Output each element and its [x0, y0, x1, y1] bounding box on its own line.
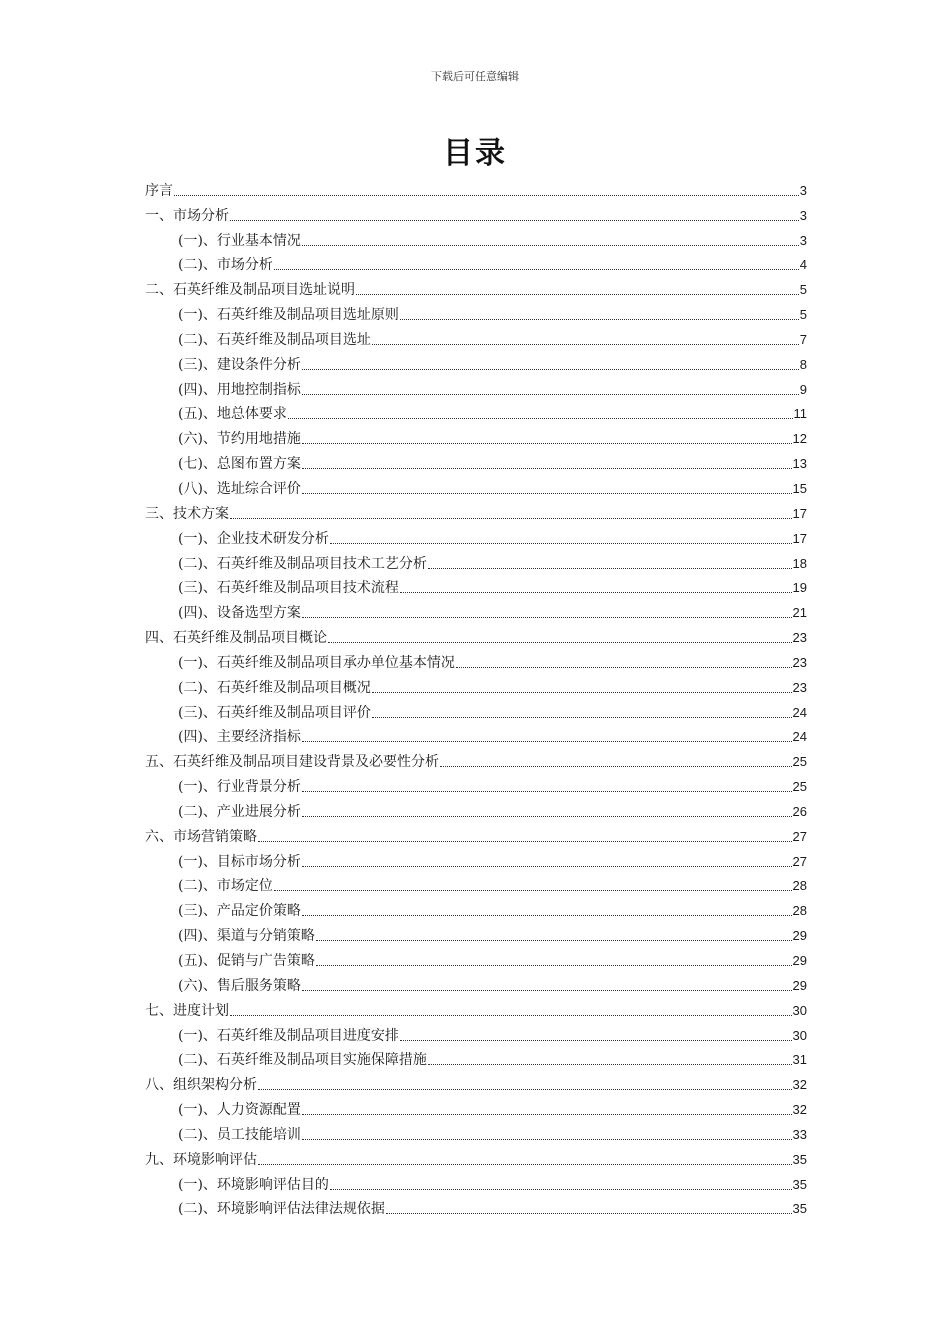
toc-dot-leader — [258, 1089, 792, 1090]
toc-entry-label: (四)、设备选型方案 — [178, 605, 301, 622]
toc-entry[interactable] — [145, 623, 807, 648]
toc-dot-leader — [302, 468, 792, 469]
toc-entry-page: 3 — [799, 232, 807, 248]
toc-dot-leader — [258, 841, 792, 842]
toc-entry[interactable] — [145, 1170, 807, 1195]
toc-dot-leader — [230, 220, 799, 221]
toc-entry-label: (一)、行业基本情况 — [178, 232, 301, 249]
toc-entry-page: 29 — [792, 953, 807, 968]
toc-entry-page: 15 — [792, 480, 807, 496]
toc-entry[interactable] — [145, 772, 807, 797]
toc-dot-leader — [328, 642, 792, 643]
toc-entry-label: (五)、促销与广告策略 — [178, 953, 315, 969]
toc-entry-page: 35 — [792, 1151, 807, 1167]
toc-dot-leader — [456, 667, 792, 668]
toc-entry[interactable] — [145, 1120, 807, 1145]
toc-entry-page: 23 — [792, 654, 807, 670]
toc-dot-leader — [302, 394, 799, 395]
toc-entry-label: (六)、售后服务策略 — [178, 977, 301, 994]
toc-dot-leader — [258, 1164, 792, 1165]
toc-dot-leader — [174, 195, 799, 196]
toc-dot-leader — [302, 741, 792, 742]
toc-dot-leader — [302, 791, 792, 792]
toc-entry[interactable] — [145, 1145, 807, 1170]
toc-dot-leader — [288, 418, 793, 419]
toc-entry-page: 35 — [792, 1201, 807, 1217]
toc-entry-label: (二)、石英纤维及制品项目概况 — [178, 679, 371, 696]
toc-entry-page: 27 — [792, 828, 807, 844]
toc-entry[interactable] — [145, 946, 807, 971]
toc-dot-leader — [302, 493, 792, 494]
toc-dot-leader — [386, 1213, 792, 1214]
toc-entry-label: (一)、目标市场分析 — [178, 853, 301, 870]
toc-dot-leader — [372, 692, 792, 693]
table-of-contents — [145, 176, 807, 1219]
toc-dot-leader — [316, 940, 792, 941]
toc-entry-label: (五)、地总体要求 — [178, 406, 287, 423]
toc-entry[interactable] — [145, 424, 807, 449]
toc-entry[interactable] — [145, 847, 807, 872]
toc-entry-page: 25 — [792, 779, 807, 795]
toc-entry-label: (七)、总图布置方案 — [178, 456, 301, 473]
toc-entry-label: (一)、行业背景分析 — [178, 779, 301, 796]
toc-entry-label: (一)、企业技术研发分析 — [178, 530, 329, 547]
toc-entry[interactable] — [145, 797, 807, 822]
toc-entry[interactable] — [145, 201, 807, 226]
toc-entry[interactable] — [145, 648, 807, 673]
toc-entry-page: 5 — [799, 282, 807, 298]
toc-entry-label: (六)、节约用地措施 — [178, 431, 301, 448]
toc-entry[interactable] — [145, 1095, 807, 1120]
toc-entry-label: (三)、石英纤维及制品项目技术流程 — [178, 580, 399, 597]
toc-entry[interactable] — [145, 698, 807, 723]
toc-dot-leader — [302, 866, 792, 867]
toc-entry-label: (二)、环境影响评估法律法规依据 — [178, 1201, 385, 1218]
toc-entry-label: (二)、员工技能培训 — [178, 1126, 301, 1143]
toc-dot-leader — [230, 1015, 792, 1016]
toc-entry-page: 32 — [792, 1102, 807, 1118]
toc-dot-leader — [302, 1139, 792, 1140]
toc-entry-page: 13 — [792, 456, 807, 472]
toc-dot-leader — [372, 344, 799, 345]
toc-entry[interactable] — [145, 275, 807, 300]
toc-dot-leader — [400, 319, 799, 320]
toc-entry-page: 27 — [792, 853, 807, 869]
toc-entry-label: (二)、石英纤维及制品项目实施保障措施 — [178, 1052, 427, 1069]
toc-entry-page: 30 — [792, 1002, 807, 1018]
toc-dot-leader — [274, 269, 799, 270]
toc-entry-page: 25 — [792, 754, 807, 770]
toc-entry-page: 33 — [792, 1126, 807, 1142]
toc-entry-page: 17 — [792, 530, 807, 546]
toc-entry[interactable] — [145, 524, 807, 549]
toc-dot-leader — [316, 965, 792, 966]
toc-entry[interactable] — [145, 673, 807, 698]
toc-entry-page: 29 — [792, 928, 807, 944]
toc-entry[interactable] — [145, 300, 807, 325]
toc-entry-page: 24 — [792, 704, 807, 720]
toc-entry-page: 3 — [799, 182, 807, 198]
toc-dot-leader — [302, 245, 799, 246]
toc-entry-label: 七、进度计划 — [145, 1002, 229, 1019]
toc-entry[interactable] — [145, 375, 807, 400]
toc-entry[interactable] — [145, 822, 807, 847]
toc-entry-label: (一)、石英纤维及制品项目进度安排 — [178, 1027, 399, 1044]
toc-entry[interactable] — [145, 872, 807, 897]
toc-dot-leader — [302, 369, 799, 370]
toc-entry-label: 序言 — [145, 182, 173, 199]
toc-entry-page: 31 — [792, 1052, 807, 1068]
toc-entry[interactable] — [145, 723, 807, 748]
toc-entry-page: 32 — [792, 1077, 807, 1093]
toc-entry-page: 29 — [792, 977, 807, 993]
toc-entry-label: 六、市场营销策略 — [145, 828, 257, 845]
toc-entry[interactable] — [145, 226, 807, 251]
toc-entry-label: (八)、选址综合评价 — [178, 480, 301, 497]
toc-entry-label: (二)、石英纤维及制品项目技术工艺分析 — [178, 555, 427, 572]
toc-entry-page: 24 — [792, 729, 807, 745]
toc-entry-page: 23 — [792, 679, 807, 695]
toc-entry-page: 28 — [792, 903, 807, 919]
toc-entry-page: 23 — [792, 630, 807, 646]
toc-entry-label: 一、市场分析 — [145, 207, 229, 224]
toc-entry-page: 7 — [799, 331, 807, 347]
toc-dot-leader — [230, 518, 792, 519]
toc-entry-label: (一)、人力资源配置 — [178, 1102, 301, 1119]
toc-entry-label: (四)、用地控制指标 — [178, 381, 301, 398]
toc-entry-page: 26 — [792, 803, 807, 819]
toc-entry-page: 12 — [792, 431, 807, 447]
toc-entry-label: 五、石英纤维及制品项目建设背景及必要性分析 — [145, 754, 439, 771]
toc-entry-label: (一)、环境影响评估目的 — [178, 1176, 329, 1193]
toc-entry-label: (四)、主要经济指标 — [178, 729, 301, 746]
toc-entry[interactable] — [145, 474, 807, 499]
toc-entry[interactable] — [145, 996, 807, 1021]
toc-entry[interactable] — [145, 400, 807, 425]
toc-entry-label: (二)、市场分析 — [178, 257, 273, 274]
toc-entry-page: 19 — [792, 580, 807, 596]
toc-entry-page: 11 — [793, 406, 807, 422]
toc-dot-leader — [428, 1064, 792, 1065]
toc-entry[interactable] — [145, 598, 807, 623]
toc-entry-label: (三)、石英纤维及制品项目评价 — [178, 704, 371, 721]
toc-entry-page: 18 — [792, 555, 807, 571]
toc-entry-page: 28 — [792, 878, 807, 894]
toc-entry[interactable] — [145, 325, 807, 350]
toc-entry-page: 5 — [799, 307, 807, 323]
toc-entry-page: 17 — [792, 505, 807, 521]
toc-entry[interactable] — [145, 747, 807, 772]
toc-entry[interactable] — [145, 1070, 807, 1095]
toc-entry-label: 四、石英纤维及制品项目概论 — [145, 630, 327, 647]
toc-dot-leader — [330, 543, 792, 544]
page-title: 目录 — [443, 136, 507, 171]
toc-entry-page: 9 — [799, 381, 807, 397]
toc-dot-leader — [302, 816, 792, 817]
toc-dot-leader — [302, 990, 792, 991]
toc-entry-label: (二)、市场定位 — [178, 878, 273, 895]
toc-entry[interactable] — [145, 1021, 807, 1046]
toc-dot-leader — [440, 766, 792, 767]
toc-dot-leader — [302, 915, 792, 916]
header-note: 下载后可任意编辑 — [431, 70, 519, 83]
toc-entry-page: 35 — [792, 1176, 807, 1192]
toc-entry[interactable] — [145, 971, 807, 996]
toc-dot-leader — [330, 1189, 792, 1190]
toc-entry-label: 九、环境影响评估 — [145, 1151, 257, 1168]
toc-dot-leader — [302, 443, 792, 444]
toc-entry[interactable] — [145, 350, 807, 375]
toc-entry-label: (三)、产品定价策略 — [178, 903, 301, 920]
toc-entry[interactable] — [145, 251, 807, 276]
toc-entry[interactable] — [145, 896, 807, 921]
toc-entry-label: 二、石英纤维及制品项目选址说明 — [145, 282, 355, 299]
toc-entry[interactable] — [145, 499, 807, 524]
toc-entry-page: 21 — [792, 605, 807, 621]
toc-dot-leader — [274, 890, 792, 891]
toc-entry-label: (一)、石英纤维及制品项目选址原则 — [178, 307, 399, 324]
toc-dot-leader — [302, 617, 792, 618]
toc-dot-leader — [372, 717, 792, 718]
toc-entry-page: 4 — [799, 257, 807, 273]
toc-dot-leader — [356, 294, 799, 295]
toc-entry-label: (二)、产业进展分析 — [178, 803, 301, 820]
toc-entry[interactable] — [145, 921, 807, 946]
toc-entry-label: (二)、石英纤维及制品项目选址 — [178, 331, 371, 348]
toc-entry-label: 八、组织架构分析 — [145, 1077, 257, 1094]
toc-entry[interactable] — [145, 1046, 807, 1071]
toc-entry-label: (一)、石英纤维及制品项目承办单位基本情况 — [178, 654, 455, 671]
toc-dot-leader — [400, 1040, 792, 1041]
toc-entry[interactable] — [145, 1195, 807, 1220]
toc-entry[interactable] — [145, 449, 807, 474]
toc-entry[interactable] — [145, 549, 807, 574]
toc-entry[interactable] — [145, 176, 807, 201]
toc-entry-label: (四)、渠道与分销策略 — [178, 928, 315, 945]
toc-entry-label: (三)、建设条件分析 — [178, 356, 301, 373]
toc-entry-page: 8 — [799, 356, 807, 372]
toc-entry-page: 30 — [792, 1027, 807, 1043]
toc-dot-leader — [428, 568, 792, 569]
toc-entry-label: 三、技术方案 — [145, 505, 229, 522]
toc-entry[interactable] — [145, 574, 807, 599]
toc-entry-page: 3 — [799, 207, 807, 223]
toc-dot-leader — [400, 592, 792, 593]
toc-dot-leader — [302, 1114, 792, 1115]
